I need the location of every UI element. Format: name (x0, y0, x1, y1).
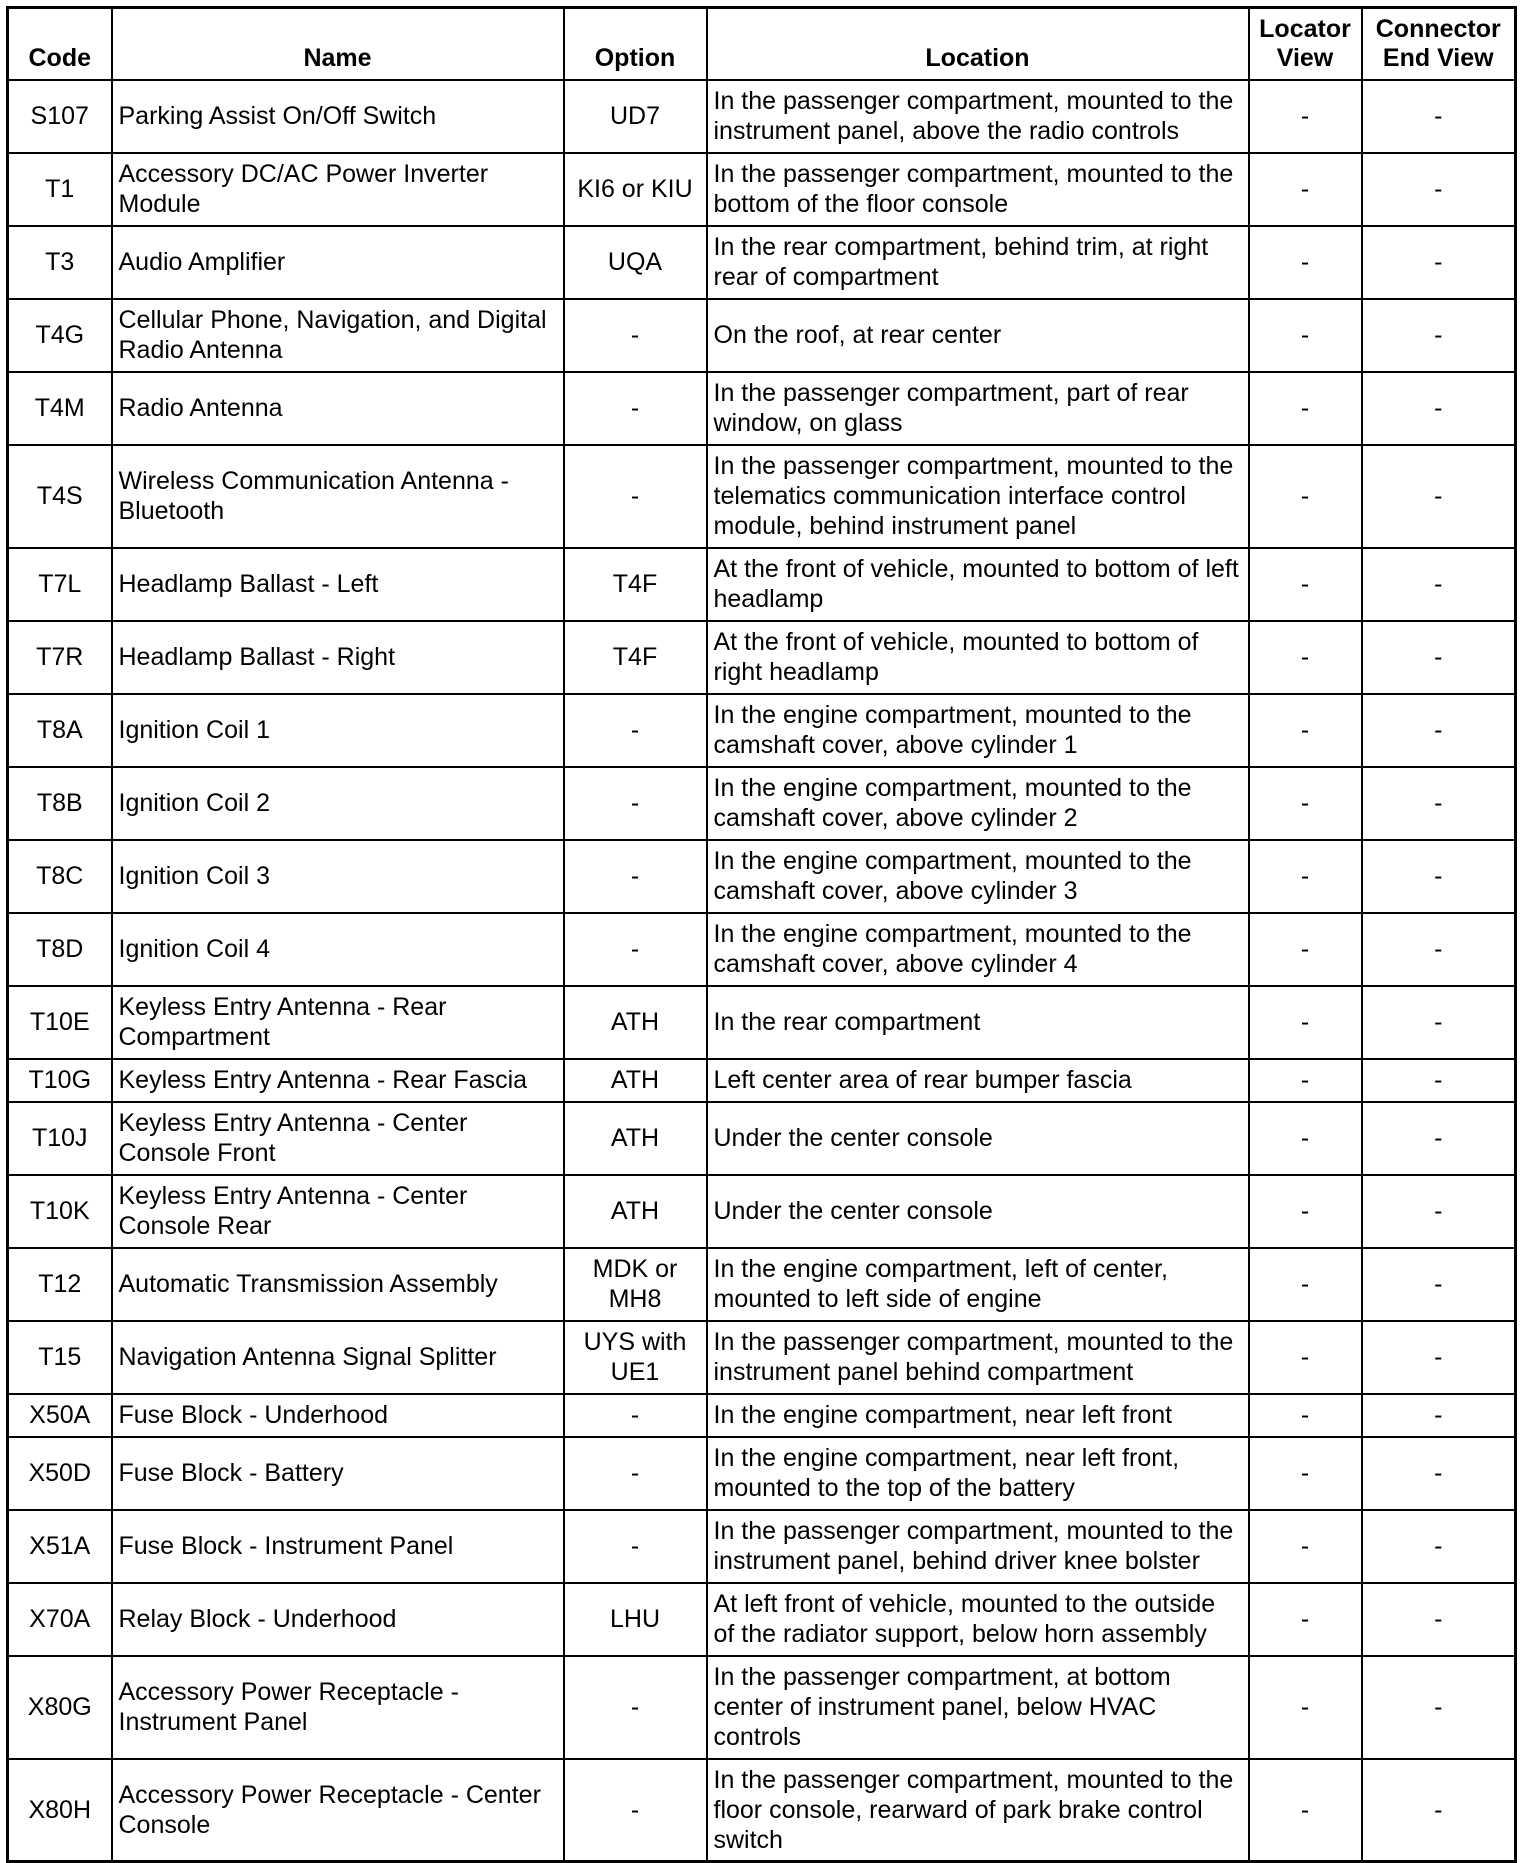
cell-location: In the rear compartment (707, 986, 1249, 1059)
cell-connector-end-view: - (1362, 1059, 1516, 1102)
cell-name: Ignition Coil 1 (112, 694, 564, 767)
cell-code: T8C (8, 840, 112, 913)
cell-code: T8B (8, 767, 112, 840)
cell-code: X80H (8, 1759, 112, 1862)
cell-connector-end-view: - (1362, 548, 1516, 621)
cell-location: In the engine compartment, mounted to the camshaft cover, above cylinder 1 (707, 694, 1249, 767)
cell-option: - (564, 767, 707, 840)
table-row (8, 1437, 1516, 1510)
table-row (8, 1248, 1516, 1321)
header-locator-view: Locator View (1249, 8, 1362, 80)
cell-name: Wireless Communication Antenna - Bluetooth (112, 445, 564, 548)
cell-location: On the roof, at rear center (707, 299, 1249, 372)
cell-locator-view: - (1249, 913, 1362, 986)
cell-code: T3 (8, 226, 112, 299)
cell-locator-view: - (1249, 1583, 1362, 1656)
cell-locator-view: - (1249, 840, 1362, 913)
table-row (8, 1394, 1516, 1437)
cell-name: Keyless Entry Antenna - Rear Fascia (112, 1059, 564, 1102)
cell-location: In the engine compartment, near left front, mounted to the top of the battery (707, 1437, 1249, 1510)
table-row (8, 1656, 1516, 1759)
cell-option: - (564, 372, 707, 445)
cell-code: T15 (8, 1321, 112, 1394)
cell-connector-end-view: - (1362, 840, 1516, 913)
cell-code: X50A (8, 1394, 112, 1437)
cell-name: Accessory Power Receptacle - Instrument Panel (112, 1656, 564, 1759)
cell-connector-end-view: - (1362, 1583, 1516, 1656)
cell-name: Fuse Block - Instrument Panel (112, 1510, 564, 1583)
cell-location: In the passenger compartment, mounted to the floor console, rearward of park brake control switch (707, 1759, 1249, 1862)
cell-name: Keyless Entry Antenna - Center Console Front (112, 1102, 564, 1175)
cell-location: In the rear compartment, behind trim, at right rear of compartment (707, 226, 1249, 299)
cell-location: In the passenger compartment, mounted to the instrument panel, above the radio controls (707, 80, 1249, 153)
cell-locator-view: - (1249, 226, 1362, 299)
component-locator-table (6, 6, 1517, 1863)
cell-location: In the passenger compartment, mounted to the bottom of the floor console (707, 153, 1249, 226)
cell-connector-end-view: - (1362, 1394, 1516, 1437)
table-body (8, 80, 1516, 1862)
cell-code: T12 (8, 1248, 112, 1321)
table-row (8, 226, 1516, 299)
table-header (8, 8, 1516, 80)
cell-location: In the engine compartment, mounted to the camshaft cover, above cylinder 2 (707, 767, 1249, 840)
cell-connector-end-view: - (1362, 694, 1516, 767)
cell-option: KI6 or KIU (564, 153, 707, 226)
cell-code: T10G (8, 1059, 112, 1102)
cell-connector-end-view: - (1362, 372, 1516, 445)
cell-code: T10K (8, 1175, 112, 1248)
table-row (8, 372, 1516, 445)
cell-code: T4G (8, 299, 112, 372)
cell-name: Navigation Antenna Signal Splitter (112, 1321, 564, 1394)
cell-option: T4F (564, 621, 707, 694)
cell-code: T7L (8, 548, 112, 621)
table-row (8, 986, 1516, 1059)
cell-code: X51A (8, 1510, 112, 1583)
cell-location: At the front of vehicle, mounted to bottom of right headlamp (707, 621, 1249, 694)
table-row (8, 1102, 1516, 1175)
table-row (8, 299, 1516, 372)
header-row (8, 8, 1516, 80)
cell-locator-view: - (1249, 1437, 1362, 1510)
cell-code: T10J (8, 1102, 112, 1175)
cell-connector-end-view: - (1362, 1656, 1516, 1759)
cell-locator-view: - (1249, 1321, 1362, 1394)
cell-locator-view: - (1249, 1248, 1362, 1321)
table-row (8, 1175, 1516, 1248)
table-row (8, 153, 1516, 226)
cell-location: Under the center console (707, 1102, 1249, 1175)
cell-name: Keyless Entry Antenna - Rear Compartment (112, 986, 564, 1059)
cell-option: - (564, 299, 707, 372)
cell-connector-end-view: - (1362, 913, 1516, 986)
table-row (8, 694, 1516, 767)
table-row (8, 1059, 1516, 1102)
component-locator-sheet (6, 6, 1514, 1863)
cell-location: In the engine compartment, near left front (707, 1394, 1249, 1437)
cell-option: MDK or MH8 (564, 1248, 707, 1321)
cell-option: ATH (564, 986, 707, 1059)
cell-option: UQA (564, 226, 707, 299)
cell-locator-view: - (1249, 1175, 1362, 1248)
cell-name: Ignition Coil 2 (112, 767, 564, 840)
cell-option: - (564, 1510, 707, 1583)
cell-name: Parking Assist On/Off Switch (112, 80, 564, 153)
cell-locator-view: - (1249, 372, 1362, 445)
cell-connector-end-view: - (1362, 1102, 1516, 1175)
table-row (8, 445, 1516, 548)
cell-option: ATH (564, 1175, 707, 1248)
cell-name: Audio Amplifier (112, 226, 564, 299)
cell-location: At the front of vehicle, mounted to bottom of left headlamp (707, 548, 1249, 621)
cell-connector-end-view: - (1362, 299, 1516, 372)
cell-location: In the engine compartment, left of center, mounted to left side of engine (707, 1248, 1249, 1321)
cell-option: LHU (564, 1583, 707, 1656)
cell-locator-view: - (1249, 1510, 1362, 1583)
cell-option: - (564, 840, 707, 913)
cell-connector-end-view: - (1362, 1175, 1516, 1248)
cell-name: Headlamp Ballast - Right (112, 621, 564, 694)
cell-locator-view: - (1249, 1759, 1362, 1862)
cell-location: In the engine compartment, mounted to the camshaft cover, above cylinder 3 (707, 840, 1249, 913)
cell-option: - (564, 1437, 707, 1510)
cell-locator-view: - (1249, 1656, 1362, 1759)
table-row (8, 1321, 1516, 1394)
cell-location: Left center area of rear bumper fascia (707, 1059, 1249, 1102)
cell-locator-view: - (1249, 153, 1362, 226)
cell-option: - (564, 445, 707, 548)
cell-locator-view: - (1249, 1059, 1362, 1102)
cell-name: Accessory DC/AC Power Inverter Module (112, 153, 564, 226)
cell-code: T7R (8, 621, 112, 694)
table-row (8, 1510, 1516, 1583)
cell-locator-view: - (1249, 621, 1362, 694)
cell-locator-view: - (1249, 767, 1362, 840)
cell-location: In the passenger compartment, mounted to the instrument panel behind compartment (707, 1321, 1249, 1394)
cell-code: T1 (8, 153, 112, 226)
cell-name: Fuse Block - Underhood (112, 1394, 564, 1437)
cell-location: In the passenger compartment, part of rear window, on glass (707, 372, 1249, 445)
cell-locator-view: - (1249, 986, 1362, 1059)
cell-locator-view: - (1249, 1102, 1362, 1175)
cell-location: In the passenger compartment, mounted to the instrument panel, behind driver knee bolster (707, 1510, 1249, 1583)
cell-connector-end-view: - (1362, 621, 1516, 694)
cell-code: X80G (8, 1656, 112, 1759)
cell-connector-end-view: - (1362, 153, 1516, 226)
cell-name: Accessory Power Receptacle - Center Console (112, 1759, 564, 1862)
cell-code: T8D (8, 913, 112, 986)
table-row (8, 621, 1516, 694)
header-name: Name (112, 8, 564, 80)
cell-name: Cellular Phone, Navigation, and Digital Radio Antenna (112, 299, 564, 372)
table-row (8, 913, 1516, 986)
cell-connector-end-view: - (1362, 1510, 1516, 1583)
cell-name: Relay Block - Underhood (112, 1583, 564, 1656)
cell-code: T10E (8, 986, 112, 1059)
cell-code: X50D (8, 1437, 112, 1510)
cell-name: Fuse Block - Battery (112, 1437, 564, 1510)
cell-code: T8A (8, 694, 112, 767)
cell-option: - (564, 1656, 707, 1759)
header-location: Location (707, 8, 1249, 80)
cell-connector-end-view: - (1362, 80, 1516, 153)
cell-option: - (564, 694, 707, 767)
cell-name: Keyless Entry Antenna - Center Console Rear (112, 1175, 564, 1248)
cell-name: Headlamp Ballast - Left (112, 548, 564, 621)
cell-connector-end-view: - (1362, 1759, 1516, 1862)
cell-connector-end-view: - (1362, 986, 1516, 1059)
cell-location: In the passenger compartment, mounted to the telematics communication interface control module, behind instrument panel (707, 445, 1249, 548)
cell-location: At left front of vehicle, mounted to the outside of the radiator support, below horn assembly (707, 1583, 1249, 1656)
cell-location: Under the center console (707, 1175, 1249, 1248)
header-connector-end-view: Connector End View (1362, 8, 1516, 80)
cell-option: - (564, 1394, 707, 1437)
cell-option: ATH (564, 1059, 707, 1102)
cell-option: - (564, 1759, 707, 1862)
table-row (8, 840, 1516, 913)
cell-name: Ignition Coil 4 (112, 913, 564, 986)
cell-location: In the passenger compartment, at bottom center of instrument panel, below HVAC controls (707, 1656, 1249, 1759)
cell-locator-view: - (1249, 1394, 1362, 1437)
cell-locator-view: - (1249, 694, 1362, 767)
table-row (8, 1583, 1516, 1656)
cell-option: T4F (564, 548, 707, 621)
cell-code: T4M (8, 372, 112, 445)
cell-location: In the engine compartment, mounted to the camshaft cover, above cylinder 4 (707, 913, 1249, 986)
cell-connector-end-view: - (1362, 445, 1516, 548)
cell-option: UYS with UE1 (564, 1321, 707, 1394)
cell-connector-end-view: - (1362, 1321, 1516, 1394)
cell-locator-view: - (1249, 80, 1362, 153)
table-row (8, 767, 1516, 840)
cell-option: UD7 (564, 80, 707, 153)
cell-name: Radio Antenna (112, 372, 564, 445)
table-row (8, 80, 1516, 153)
cell-locator-view: - (1249, 299, 1362, 372)
cell-code: X70A (8, 1583, 112, 1656)
table-row (8, 1759, 1516, 1862)
header-code: Code (8, 8, 112, 80)
cell-connector-end-view: - (1362, 767, 1516, 840)
cell-locator-view: - (1249, 548, 1362, 621)
cell-option: - (564, 913, 707, 986)
cell-connector-end-view: - (1362, 1248, 1516, 1321)
cell-connector-end-view: - (1362, 226, 1516, 299)
header-option: Option (564, 8, 707, 80)
cell-name: Automatic Transmission Assembly (112, 1248, 564, 1321)
cell-locator-view: - (1249, 445, 1362, 548)
cell-code: S107 (8, 80, 112, 153)
cell-option: ATH (564, 1102, 707, 1175)
cell-code: T4S (8, 445, 112, 548)
cell-connector-end-view: - (1362, 1437, 1516, 1510)
table-row (8, 548, 1516, 621)
cell-name: Ignition Coil 3 (112, 840, 564, 913)
